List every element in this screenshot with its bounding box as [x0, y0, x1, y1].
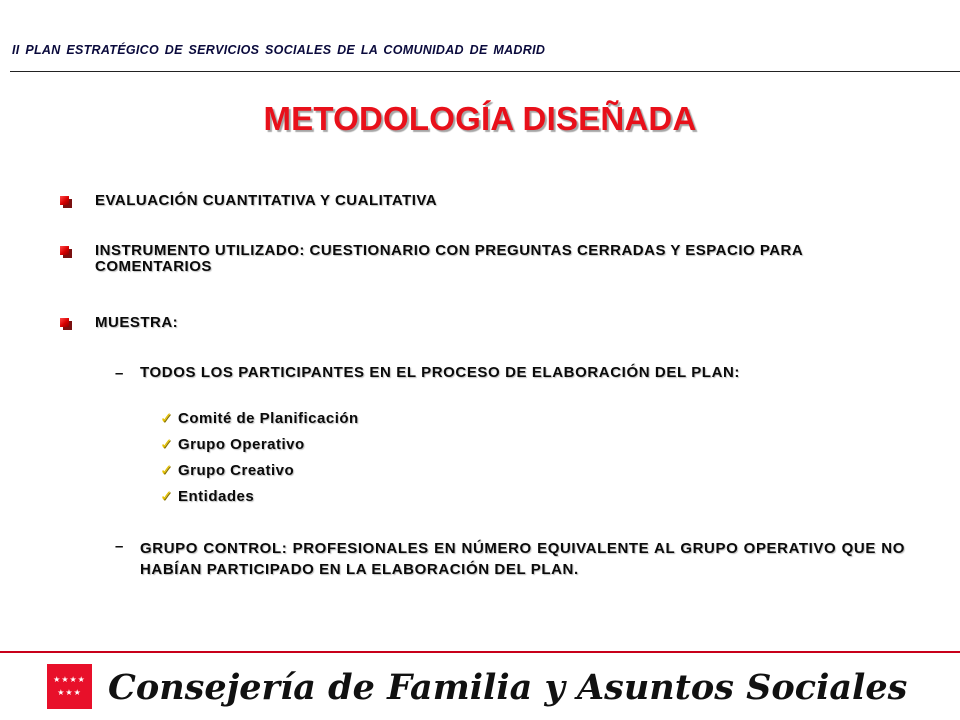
check-item-creativo	[160, 462, 294, 480]
footer-divider	[0, 651, 960, 653]
check-item-label: Grupo Operativo	[178, 436, 305, 453]
header-divider	[10, 71, 960, 72]
footer-department-name: Consejería de Familia y Asuntos Sociales	[108, 667, 908, 708]
slide-title: METODOLOGÍA DISEÑADA	[263, 100, 697, 137]
sub-item-grupo-control: GRUPO CONTROL: PROFESIONALES EN NÚMERO EQUIVALENTE AL GRUPO OPERATIVO QUE NO HABÍAN PARTICIPADO EN LA ELABORACIÓN DEL PLAN.	[140, 540, 905, 578]
red-square-bullet-icon	[60, 246, 72, 258]
check-item-label: Entidades	[178, 488, 255, 505]
red-square-bullet-icon	[60, 318, 72, 330]
comunidad-madrid-logo-icon: ★★★★ ★★★	[47, 664, 92, 709]
check-item-comite	[160, 410, 359, 428]
plan-header-title: II PLAN ESTRATÉGICO DE SERVICIOS SOCIALES DE LA COMUNIDAD DE MADRID	[12, 43, 546, 57]
red-square-bullet-icon	[60, 196, 72, 208]
checkmark-icon: ✓	[160, 462, 174, 479]
check-item-operativo	[160, 436, 305, 454]
check-item-label: Comité de Planificación	[178, 410, 359, 427]
checkmark-icon: ✓	[160, 488, 174, 505]
bullet-instrumento: INSTRUMENTO UTILIZADO: CUESTIONARIO CON PREGUNTAS CERRADAS Y ESPACIO PARA COMENTARIOS	[95, 242, 803, 275]
sub-item-participantes: TODOS LOS PARTICIPANTES EN EL PROCESO DE ELABORACIÓN DEL PLAN:	[140, 364, 741, 381]
checkmark-icon: ✓	[160, 410, 174, 427]
dash-marker: –	[115, 365, 124, 382]
bullet-evaluacion: EVALUACIÓN CUANTITATIVA Y CUALITATIVA	[95, 192, 438, 209]
check-item-entidades	[160, 488, 254, 506]
bullet-muestra: MUESTRA:	[95, 314, 179, 331]
check-item-label: Grupo Creativo	[178, 462, 295, 479]
dash-marker: –	[115, 538, 124, 555]
checkmark-icon: ✓	[160, 436, 174, 453]
